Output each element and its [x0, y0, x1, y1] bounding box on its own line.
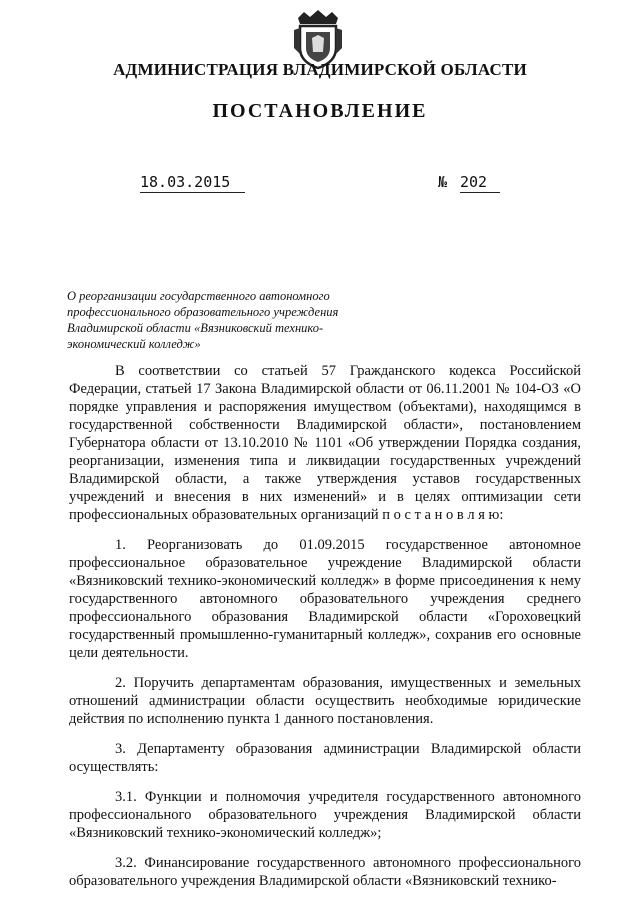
- clause-2-paragraph: 2. Поручить департаментам образования, имущественных и земельных отношений администрации области осуществить необходимые юридические действия по исполнению пункта 1 данного постановления.: [69, 675, 581, 727]
- document-type-title: ПОСТАНОВЛЕНИЕ: [212, 100, 428, 122]
- clause-1-paragraph: 1. Реорганизовать до 01.09.2015 государственное автономное профессиональное образовательное учреждение Владимирской области «Вязниковский технико-экономический колледж» в форме присоединения к нему государственного автономного образовательного учреждения среднего профессионального образования Владимирской области «Гороховецкий государственный промышленно-гуманитарный колледж», сохранив его основные цели деятельности.: [69, 537, 581, 661]
- document-body: [69, 362, 581, 890]
- preamble-paragraph: В соответствии со статьей 57 Гражданского кодекса Российской Федерации, статьей 17 Закона Владимирской области от 06.11.2001 № 104-ОЗ «О порядке управления и распоряжения имуществом (объектами), находящимся в государственной собственности Владимирской области», постановлением Губернатора области от 13.10.2010 № 1101 «Об утверждении Порядка создания, реорганизации, изменения типа и ликвидации государственных учреждений Владимирской области, а также утверждения уставов государственных учреждений и внесения в них изменений» и в целях оптимизации сети профессиональных образовательных организаций п о с т а н о в л я ю:: [69, 363, 581, 523]
- document-number: 202: [460, 173, 500, 193]
- document-date: 18.03.2015: [140, 173, 245, 193]
- clause-3-2-paragraph: 3.2. Финансирование государственного автономного профессионального образовательного учреждения Владимирской области «Вязниковский технико-: [69, 855, 581, 889]
- clause-3-paragraph: 3. Департаменту образования администрации Владимирской области осуществлять:: [69, 741, 581, 775]
- organization-name: АДМИНИСТРАЦИЯ ВЛАДИМИРСКОЙ ОБЛАСТИ: [113, 60, 527, 79]
- document-subject: О реорганизации государственного автономного профессионального образовательного учреждения Владимирской области «Вязниковский технико-экономический колледж»: [67, 289, 339, 351]
- clause-3-1-paragraph: 3.1. Функции и полномочия учредителя государственного автономного профессионального образовательного учреждения Владимирской области «Вязниковский технико-экономический колледж»;: [69, 789, 581, 841]
- document-number-label: №: [438, 173, 448, 191]
